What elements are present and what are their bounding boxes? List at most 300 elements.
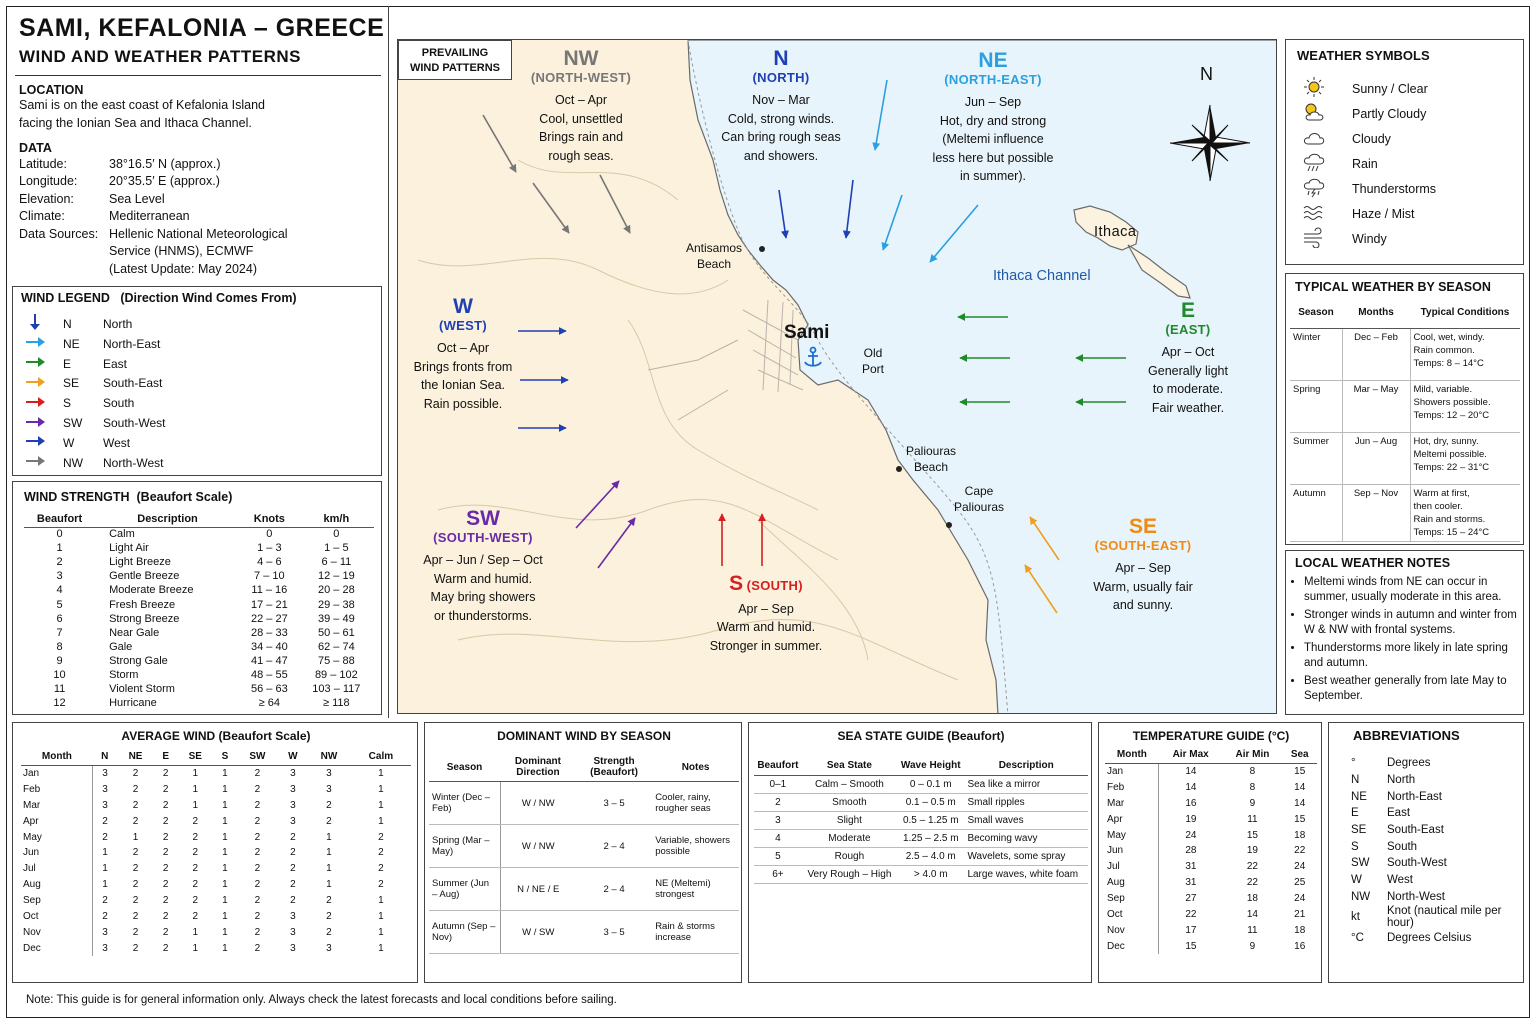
table-cell: Hurricane: [109, 697, 157, 710]
table-cell: Thunderstorms: [1352, 181, 1437, 196]
abbreviation-row: [1351, 905, 1523, 929]
table-cell: 1: [378, 895, 384, 907]
table-cell: 1: [378, 768, 384, 780]
table-cell: 1: [56, 542, 63, 555]
table-cell: 2: [132, 879, 139, 891]
table-cell: 17 – 21: [250, 598, 288, 611]
table-row: [1105, 875, 1317, 891]
table-cell: North: [103, 316, 133, 331]
table-cell: 12 – 19: [318, 570, 355, 583]
table-cell: 11: [1247, 924, 1258, 936]
legend-row: [25, 313, 165, 334]
table-row: [1105, 922, 1317, 938]
legend-row: [25, 453, 165, 473]
note-item: • Thunderstorms more likely in late spring and autumn.: [1304, 641, 1518, 671]
table-cell: 1.25 – 2.5 m: [897, 830, 964, 848]
table-row: [24, 654, 374, 668]
table-cell: 2: [132, 942, 139, 954]
table-cell: North-West: [1387, 890, 1445, 903]
column-header: NE: [117, 749, 155, 766]
table-cell: 11: [1247, 813, 1258, 825]
table-cell: Sea Level: [109, 191, 165, 206]
table-row: [1290, 484, 1520, 541]
table-cell: 3: [290, 799, 296, 811]
conditions-line: Temps: 8 – 14°C: [1413, 357, 1484, 369]
table-cell: Mediterranean: [109, 209, 190, 224]
table-cell: Jun – Aug: [1342, 432, 1410, 484]
table-cell: Elevation:: [19, 191, 74, 206]
table-cell: 2: [326, 926, 332, 938]
table-row: [754, 794, 1088, 812]
table-cell: 22: [1246, 861, 1258, 873]
table-cell: 1: [378, 783, 384, 795]
table-cell: North-West: [103, 455, 164, 470]
table-cell: 2: [132, 768, 139, 780]
column-header: Beaufort: [24, 511, 95, 527]
table-cell: 21: [1294, 908, 1306, 920]
legend-row: [25, 334, 165, 354]
table-row: [754, 812, 1088, 830]
column-header: Air Max: [1159, 747, 1223, 764]
column-header: SW: [236, 749, 279, 766]
table-cell: Jul: [21, 861, 93, 877]
abbreviation-row: [1351, 788, 1523, 805]
table-cell: 2: [192, 879, 199, 891]
table-row: [21, 877, 411, 893]
conditions-line: Mild, variable.: [1413, 383, 1473, 395]
table-cell: 75 – 88: [318, 654, 355, 667]
table-cell: W: [1351, 874, 1362, 887]
table-cell: 2: [132, 783, 139, 795]
table-cell: 15: [1294, 766, 1306, 778]
table-cell: NE: [1351, 790, 1367, 803]
table-row: [429, 868, 739, 911]
table-cell: 19: [1246, 845, 1258, 857]
table-cell: 1: [326, 831, 332, 843]
table-cell: 2: [132, 799, 139, 811]
table-cell: 3: [102, 942, 108, 954]
sea-state-panel: [748, 722, 1092, 983]
table-cell: 3: [102, 783, 108, 795]
table-cell: 1: [102, 847, 108, 859]
table-cell: Autumn (Sep – Nov): [429, 911, 500, 954]
table-cell: 0.5 – 1.25 m: [897, 812, 964, 830]
column-header: Sea State: [802, 756, 897, 776]
table-cell: 38°16.5′ N (approx.): [109, 156, 221, 171]
table-cell: 5: [754, 848, 802, 866]
conditions-line: Hot, dry, sunny.: [1413, 435, 1479, 447]
table-cell: 2: [162, 895, 169, 907]
table-cell: E: [63, 356, 72, 371]
table-cell: 1: [222, 815, 228, 827]
table-cell: South-West: [103, 416, 166, 431]
table-cell: Sep – Nov: [1342, 484, 1410, 541]
table-cell: 1 – 3: [257, 542, 282, 555]
table-cell: 2: [192, 863, 199, 875]
table-cell: 62 – 74: [318, 640, 355, 653]
wind-legend-heading: WIND LEGEND (Direction Wind Comes From): [21, 291, 297, 305]
table-cell: 2: [254, 863, 261, 875]
typical-weather-panel: [1285, 273, 1524, 545]
table-cell: [19, 243, 109, 261]
table-cell: 39 – 49: [318, 612, 355, 625]
table-cell: SW: [63, 416, 83, 431]
cape-paliouras-label: Cape Paliouras: [954, 484, 1005, 514]
table-cell: kt: [1351, 911, 1360, 924]
table-cell: S: [63, 396, 72, 411]
table-cell: 7: [56, 626, 63, 639]
table-cell: ≥ 118: [323, 697, 350, 710]
column-header: Description: [95, 511, 240, 527]
table-cell: SE: [1351, 824, 1367, 837]
table-cell: 14: [1294, 781, 1306, 793]
table-cell: 2: [132, 847, 139, 859]
table-cell: 28: [1185, 845, 1197, 857]
table-cell: 4: [754, 830, 802, 848]
sea-state-table: [754, 756, 1088, 884]
table-row: [1105, 795, 1317, 811]
table-cell: SW: [1351, 857, 1370, 870]
table-row: [1105, 827, 1317, 843]
s-arrow-icon: [25, 395, 47, 409]
data-heading: DATA: [19, 141, 52, 155]
table-row: [24, 569, 374, 583]
location-section: [19, 83, 379, 278]
table-cell: Jun: [21, 845, 93, 861]
table-cell: 18: [1246, 893, 1258, 905]
table-row: [1105, 891, 1317, 907]
table-cell: 19: [1185, 813, 1197, 825]
table-cell: Data Sources:: [19, 226, 99, 241]
table-cell: 1: [192, 942, 199, 954]
table-cell: 2: [132, 895, 139, 907]
table-cell: Jan: [1105, 764, 1159, 780]
table-cell: East: [103, 356, 128, 371]
column-header: SE: [177, 749, 214, 766]
table-cell: Very Rough – High: [802, 866, 897, 884]
table-row: [21, 893, 411, 909]
dominant-wind-panel: [424, 722, 742, 983]
table-cell: S: [1351, 840, 1359, 853]
table-cell: South-West: [1387, 857, 1447, 870]
table-cell: Jan: [21, 766, 93, 782]
table-cell: 25: [1294, 877, 1306, 889]
table-cell: 34 – 40: [250, 640, 288, 653]
abbreviation-row: [1351, 772, 1523, 789]
column-header: Month: [21, 749, 93, 766]
table-cell: 2: [162, 799, 169, 811]
table-cell: Oct: [1105, 907, 1159, 923]
table-cell: 2: [102, 910, 108, 922]
table-cell: W: [63, 435, 75, 450]
nw-arrow-icon: [25, 454, 47, 468]
column-header: Months: [1342, 298, 1410, 328]
sami-label: Sami: [784, 322, 830, 343]
table-row: [1105, 859, 1317, 875]
abbreviation-row: [1351, 822, 1523, 839]
table-cell: Moderate: [802, 830, 897, 848]
table-cell: 1: [222, 847, 228, 859]
table-row: [24, 682, 374, 696]
table-cell: Rain & storms increase: [652, 911, 739, 954]
legend-row: [25, 393, 165, 413]
table-row: [21, 813, 411, 829]
table-cell: SE: [63, 376, 80, 391]
table-cell: 2: [254, 768, 261, 780]
conditions-cell: [1410, 328, 1520, 380]
typical-weather-table: [1290, 298, 1520, 542]
table-cell: Dec: [1105, 938, 1159, 954]
table-cell: 2: [132, 815, 139, 827]
n-arrow-icon: [25, 313, 45, 331]
footer-note: Note: This guide is for general information only. Always check the latest forecasts and local conditions before sailing.: [26, 994, 617, 1006]
table-cell: 2: [192, 910, 199, 922]
table-cell: Strong Breeze: [109, 612, 180, 625]
table-cell: 17: [1185, 924, 1197, 936]
table-cell: N / NE / E: [500, 868, 576, 911]
legend-row: [25, 413, 165, 433]
symbol-row: [1302, 76, 1436, 101]
e-wind-label: E (EAST) Apr – Oct Generally light to moderate. Fair weather.: [1148, 299, 1228, 415]
table-row: [24, 527, 374, 541]
table-row: [429, 782, 739, 825]
table-cell: 4: [56, 584, 63, 597]
table-cell: 9: [56, 654, 63, 667]
table-row: [1105, 938, 1317, 954]
table-row: [1105, 764, 1317, 780]
table-cell: 28 – 33: [250, 626, 288, 639]
table-cell: Small ripples: [964, 794, 1088, 812]
table-cell: 0 – 0.1 m: [897, 776, 964, 794]
data-row: [19, 190, 288, 208]
table-row: [21, 797, 411, 813]
table-cell: South-East: [103, 376, 163, 391]
wind-icon: [1302, 226, 1352, 251]
table-cell: South: [103, 396, 135, 411]
sw-wind-label: SW (SOUTH-WEST) Apr – Jun / Sep – Oct Warm and humid. May bring showers or thunderstorms.: [423, 507, 543, 623]
table-cell: °C: [1351, 931, 1364, 944]
table-cell: 1: [132, 831, 139, 843]
table-cell: 1: [222, 926, 228, 938]
table-cell: 3: [102, 926, 108, 938]
table-cell: Aug: [1105, 875, 1159, 891]
table-cell: 8: [1249, 781, 1256, 793]
table-cell: 2: [754, 794, 802, 812]
symbol-row: [1302, 151, 1436, 176]
title-divider: [15, 75, 381, 76]
sea-state-heading: SEA STATE GUIDE (Beaufort): [837, 729, 1005, 743]
note-item: • Best weather generally from late May to September.: [1304, 674, 1518, 704]
table-cell: East: [1387, 807, 1411, 820]
data-row: [19, 208, 288, 226]
abbreviations-heading: ABBREVIATIONS: [1353, 728, 1460, 743]
column-header: Wave Height: [897, 756, 964, 776]
table-cell: Light Breeze: [109, 556, 171, 569]
table-cell: NW: [63, 455, 83, 470]
se-wind-label: SE (SOUTH-EAST) Apr – Sep Warm, usually fair and sunny.: [1093, 515, 1193, 612]
conditions-line: Temps: 22 – 31°C: [1413, 461, 1490, 473]
table-cell: 2: [162, 783, 169, 795]
table-cell: 2: [254, 926, 261, 938]
abbreviation-row: [1351, 872, 1523, 889]
table-cell: 16: [1294, 940, 1306, 952]
table-cell: Cloudy: [1352, 131, 1391, 146]
ithaca-label: Ithaca: [1094, 224, 1137, 240]
table-cell: 56 – 63: [250, 683, 288, 696]
table-cell: 2: [290, 895, 296, 907]
data-row: [19, 155, 288, 173]
table-cell: 2: [162, 768, 169, 780]
table-row: [21, 909, 411, 925]
legend-arrow-cell: [25, 433, 63, 453]
table-cell: 3: [290, 783, 296, 795]
table-cell: 27: [1185, 893, 1197, 905]
conditions-line: Warm at first,: [1413, 487, 1470, 499]
table-cell: Summer (Jun – Aug): [429, 868, 500, 911]
temperature-panel: [1098, 722, 1322, 983]
s-wind-label: S (SOUTH) Apr – Sep Warm and humid. Stronger in summer.: [709, 572, 823, 653]
column-header: Air Min: [1222, 747, 1282, 764]
conditions-cell: [1410, 484, 1520, 541]
location-text-2: facing the Ionian Sea and Ithaca Channel.: [19, 115, 252, 130]
table-cell: 2: [162, 815, 169, 827]
table-cell: North-East: [103, 336, 161, 351]
table-cell: 22: [1294, 845, 1306, 857]
table-row: [24, 555, 374, 569]
column-header: km/h: [299, 511, 374, 527]
table-cell: 22: [1246, 877, 1258, 889]
table-cell: Feb: [1105, 779, 1159, 795]
title-text: SAMI, KEFALONIA – GREECE: [19, 14, 385, 42]
table-cell: 1: [222, 799, 228, 811]
conditions-line: Showers possible.: [1413, 396, 1491, 408]
table-cell: 3: [754, 812, 802, 830]
table-row: [754, 848, 1088, 866]
table-row: [21, 781, 411, 797]
wind-map: [397, 39, 1277, 714]
table-cell: Small waves: [964, 812, 1088, 830]
table-cell: 3: [102, 768, 108, 780]
table-cell: 2: [102, 895, 108, 907]
conditions-cell: [1410, 432, 1520, 484]
table-cell: 3: [326, 768, 332, 780]
table-cell: 6 – 11: [321, 556, 352, 569]
table-cell: 1: [222, 863, 228, 875]
note-item: • Meltemi winds from NE can occur in summer, usually moderate in this area.: [1304, 575, 1518, 605]
table-cell: Large waves, white foam: [964, 866, 1088, 884]
local-notes-heading: LOCAL WEATHER NOTES: [1295, 556, 1451, 570]
table-cell: 24: [1294, 861, 1306, 873]
beaufort-table: [24, 511, 374, 710]
table-cell: Apr: [21, 813, 93, 829]
table-cell: Mar – May: [1342, 380, 1410, 432]
table-cell: Fresh Breeze: [109, 598, 176, 611]
table-cell: 14: [1294, 797, 1306, 809]
table-cell: 2: [192, 831, 199, 843]
table-cell: Winter (Dec – Feb): [429, 782, 500, 825]
table-cell: North-East: [1387, 790, 1442, 803]
table-cell: 2: [254, 799, 261, 811]
table-cell: 6+: [754, 866, 802, 884]
partly-cloudy-icon: [1302, 101, 1352, 126]
temperature-table: [1105, 747, 1317, 954]
data-table: [19, 155, 288, 278]
table-cell: 18: [1294, 924, 1306, 936]
table-cell: 1: [222, 831, 228, 843]
abbreviation-row: [1351, 755, 1523, 772]
table-row: [21, 845, 411, 861]
table-row: [24, 612, 374, 626]
table-cell: 1: [102, 863, 108, 875]
table-cell: 0: [56, 528, 63, 541]
table-cell: North: [1387, 774, 1416, 787]
ithaca-channel-label: Ithaca Channel: [993, 268, 1091, 284]
table-cell: > 4.0 m: [897, 866, 964, 884]
table-cell: 29 – 38: [318, 598, 355, 611]
conditions-line: Rain and storms.: [1413, 513, 1486, 525]
column-header: NW: [307, 749, 351, 766]
column-header: Notes: [652, 753, 739, 782]
table-cell: 41 – 47: [250, 654, 288, 667]
table-cell: 89 – 102: [314, 668, 358, 681]
table-cell: 6: [56, 612, 63, 625]
wind-strength-panel: [12, 481, 382, 715]
table-cell: 20 – 28: [318, 584, 355, 597]
table-cell: Calm: [109, 528, 135, 541]
table-row: [24, 541, 374, 555]
table-row: [21, 940, 411, 956]
table-cell: South-East: [1387, 824, 1444, 837]
table-cell: Knot (nautical mile per hour): [1387, 905, 1502, 930]
table-cell: Strong Gale: [109, 654, 168, 667]
table-cell: 2: [192, 895, 199, 907]
table-cell: 1: [222, 910, 228, 922]
legend-arrow-cell: [25, 413, 63, 433]
table-cell: 11: [53, 683, 66, 696]
legend-arrow-cell: [25, 354, 63, 374]
table-cell: Oct: [21, 909, 93, 925]
table-cell: 2: [162, 910, 169, 922]
legend-arrow-cell: [25, 453, 63, 473]
paliouras-beach-label: Paliouras Beach: [906, 444, 957, 474]
table-cell: Violent Storm: [109, 683, 175, 696]
wind-strength-heading: WIND STRENGTH (Beaufort Scale): [24, 490, 233, 504]
column-header: E: [154, 749, 177, 766]
local-notes-list: [1304, 575, 1518, 707]
table-cell: 2: [132, 926, 139, 938]
table-row: [21, 766, 411, 782]
legend-arrow-cell: [25, 313, 63, 334]
se-arrow-icon: [25, 375, 47, 389]
table-row: [754, 830, 1088, 848]
table-cell: 48 – 55: [250, 668, 288, 681]
table-row: [754, 776, 1088, 794]
table-cell: 2: [192, 815, 199, 827]
table-cell: Feb: [21, 781, 93, 797]
table-cell: 9: [1249, 940, 1256, 952]
table-cell: 2: [326, 895, 332, 907]
table-cell: West: [103, 435, 131, 450]
table-row: [1105, 779, 1317, 795]
left-column-divider: [388, 6, 389, 718]
sw-arrow-icon: [25, 415, 47, 429]
table-cell: South: [1387, 840, 1418, 853]
table-row: [1290, 328, 1520, 380]
table-cell: 2.5 – 4.0 m: [897, 848, 964, 866]
ne-wind-label: NE (NORTH-EAST) Jun – Sep Hot, dry and strong (Meltemi influence less here but possible in summer).: [932, 49, 1054, 183]
page-title: [19, 14, 384, 67]
location-heading: LOCATION: [19, 83, 84, 97]
